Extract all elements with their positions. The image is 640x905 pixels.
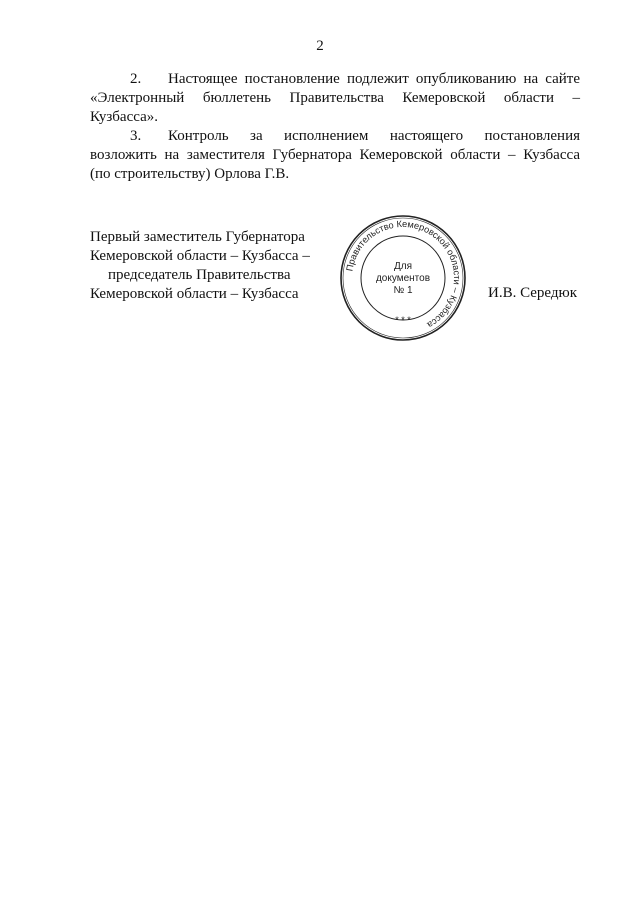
- position-line-1: Первый заместитель Губернатора: [90, 229, 305, 245]
- official-stamp: [338, 213, 468, 343]
- signatory-position: [90, 228, 310, 304]
- paragraph-2-line-3: Кузбасса».: [90, 109, 158, 125]
- paragraph-2-number: 2.: [130, 71, 142, 87]
- position-line-3: председатель Правительства: [108, 267, 291, 283]
- position-line-2: Кемеровской области – Кузбасса –: [90, 248, 310, 264]
- paragraph-3-line-1: [90, 127, 580, 146]
- paragraph-3-number: 3.: [130, 128, 142, 144]
- paragraph-3-line-2: возложить на заместителя Губернатора Кемеровской области – Кузбасса: [90, 147, 580, 163]
- position-line-4: Кемеровской области – Кузбасса: [90, 286, 299, 302]
- stamp-center-line-1: Для: [393, 261, 413, 272]
- page-number: 2: [316, 38, 324, 54]
- paragraph-2: [90, 70, 580, 127]
- stamp-ring-text: Правительство Кемеровской области – Кузбасса: [344, 218, 463, 331]
- paragraph-3-line-1-text: Контроль за исполнением настоящего постановления: [168, 128, 580, 144]
- stamp-seal-graphic: [338, 213, 468, 343]
- paragraph-2-line-2: «Электронный бюллетень Правительства Кемеровской области –: [90, 90, 580, 106]
- stamp-center-line-3: № 1: [393, 285, 413, 296]
- paragraph-2-line-1: [90, 70, 580, 89]
- paragraph-2-line-1-text: Настоящее постановление подлежит опубликованию на сайте: [168, 71, 580, 87]
- paragraph-3-line-3: (по строительству) Орлова Г.В.: [90, 166, 290, 182]
- signatory-name: И.В. Середюк: [488, 285, 578, 301]
- paragraph-3: [90, 127, 580, 184]
- stamp-stars: * * *: [395, 315, 411, 325]
- stamp-center-line-2: документов: [375, 273, 431, 284]
